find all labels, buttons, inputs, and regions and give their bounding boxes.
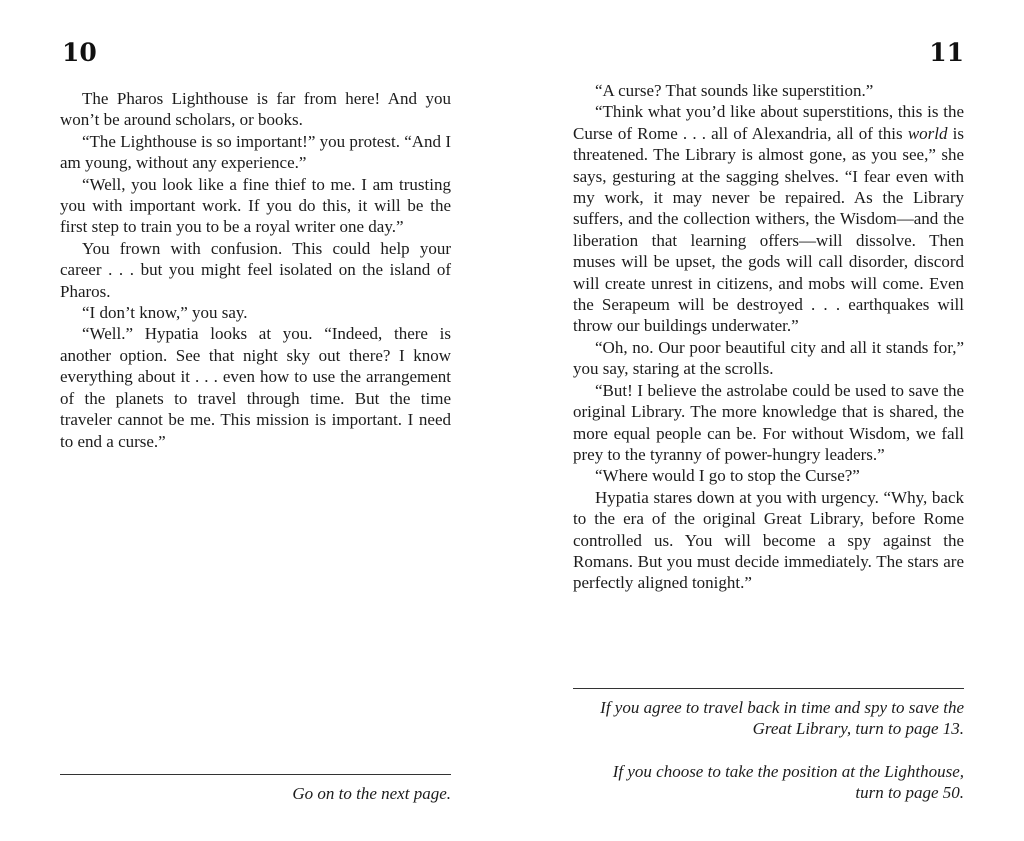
right-page <box>573 0 964 841</box>
next-page-instruction: Go on to the next page. <box>292 784 451 803</box>
paragraph: You frown with confusion. This could help your career . . . but you might feel isolated on the island of Pharos. <box>60 238 451 301</box>
choice-lighthouse: If you choose to take the position at the Lighthouse, turn to page 50. <box>612 762 964 803</box>
page-number-right: 11 <box>929 38 964 67</box>
choices-divider <box>573 688 964 689</box>
paragraph <box>573 101 964 336</box>
paragraph: Hypatia stares down at you with urgency. “Why, back to the era of the original Great Library, before Rome controlled us. You will become a spy against the Romans. But you must decide immediately. The stars are perfectly aligned tonight.” <box>573 487 964 593</box>
paragraph: “Where would I go to stop the Curse?” <box>595 466 860 486</box>
paragraph-text: “Think what you’d like about superstitions, this is the Curse of Rome . . . all of Alexandria, all of this <box>573 102 964 143</box>
paragraph: “A curse? That sounds like superstition.” <box>595 81 874 100</box>
paragraph: “Well, you look like a fine thief to me. I am trusting you with important work. If you do this, it will be the first step to train you to be a royal writer one day.” <box>60 174 451 237</box>
paragraph: “Oh, no. Our poor beautiful city and all it stands for,” you say, staring at the scrolls. <box>573 337 964 379</box>
left-page <box>60 0 451 841</box>
footer-divider <box>60 774 451 775</box>
paragraph: “The Lighthouse is so important!” you protest. “And I am young, without any experience.” <box>60 131 451 173</box>
left-page-body <box>60 88 451 452</box>
paragraph: “I don’t know,” you say. <box>82 303 248 323</box>
right-page-body <box>573 80 964 594</box>
paragraph-text: is threatened. The Library is almost gone, as you see,” she says, gesturing at the sagging shelves. “I fear even with my work, it may never be repaired. As the Library suffers, and the collection withers, the Wisdom—and the liberation that learning offers—will dissolve. Then muses will be upset, the gods will call disorder, discord will create unrest in citizens, and mobs will come. Even the Serapeum will be destroyed . . . earthquakes will throw our buildings underwater.” <box>573 123 964 336</box>
paragraph: “Well.” Hypatia looks at you. “Indeed, there is another option. See that night sky out there? I know everything about it . . . even how to use the arrangement of the planets to travel through time. But the time traveler cannot be me. This mission is important. I need to end a curse.” <box>60 324 451 451</box>
paragraph: “But! I believe the astrolabe could be used to save the original Library. The more knowledge that is shared, the more equal people can be. For without Wisdom, we fall prey to the tyranny of power-hungry leaders.” <box>573 380 964 464</box>
page-number-left: 10 <box>62 38 97 67</box>
choice-spy-library: If you agree to travel back in time and spy to save the Great Library, turn to page 13. <box>600 698 964 739</box>
emphasized-word: world <box>907 123 948 143</box>
paragraph: The Pharos Lighthouse is far from here! And you won’t be around scholars, or books. <box>60 89 451 130</box>
